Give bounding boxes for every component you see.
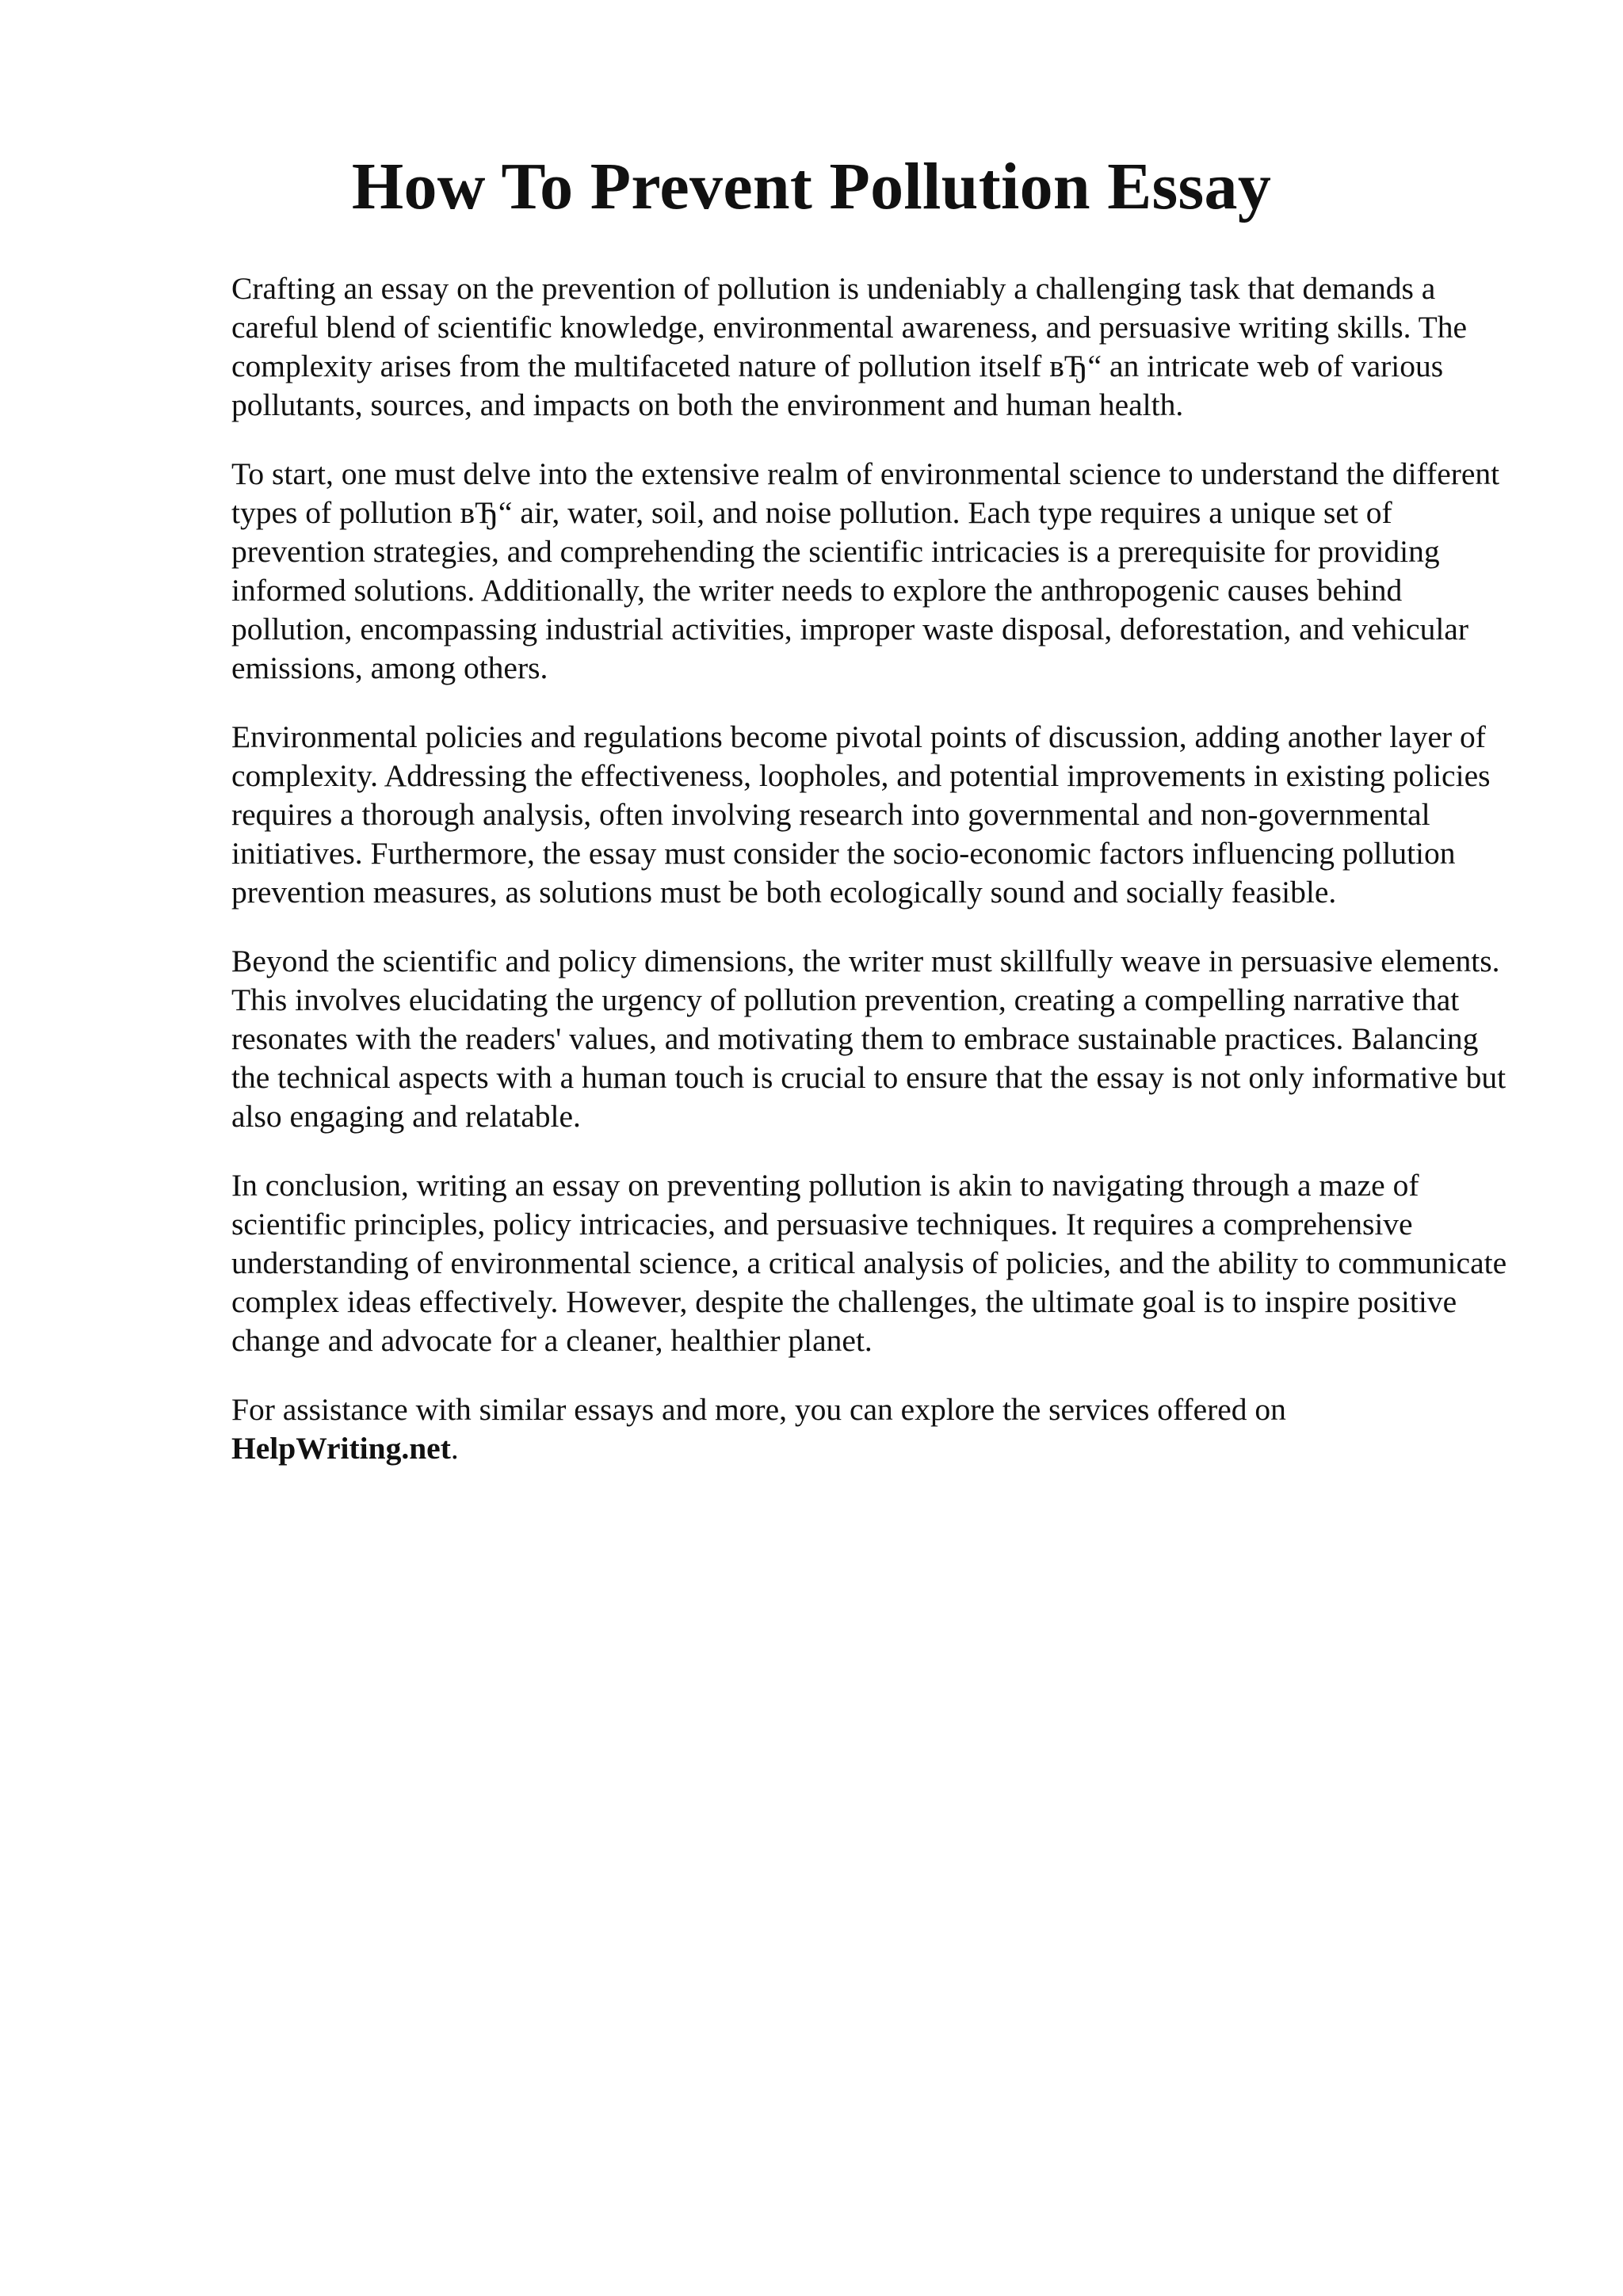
paragraph-1: Crafting an essay on the prevention of pollution is undeniably a challenging task that demands a careful blend of scientific knowledge, environmental awareness, and persuasive writing skills. The complexity arises from the multifaceted nature of pollution itself вЂ“ an intricate web of various pollutants, sources, and impacts on both the environment and human health. — [231, 271, 1468, 422]
closing-paragraph — [231, 1390, 1515, 1468]
essay-title: How To Prevent Pollution Essay — [351, 150, 1272, 223]
paragraph-5: In conclusion, writing an essay on preventing pollution is akin to navigating through a maze of scientific principles, policy intricacies, and persuasive techniques. It requires a comprehensive understanding of environmental science, a critical analysis of policies, and the ability to communicate complex ideas effectively. However, despite the challenges, the ultimate goal is to inspire positive change and advocate for a cleaner, healthier planet. — [231, 1168, 1507, 1358]
paragraph-2: To start, one must delve into the extensive realm of environmental science to understand the different types of pollution вЂ“ air, water, soil, and noise pollution. Each type requires a unique set of prevention strategies, and comprehending the scientific intricacies is a prerequisite for providing informed solutions. Additionally, the writer needs to explore the anthropogenic causes behind pollution, encompassing industrial activities, improper waste disposal, deforestation, and vehicular emissions, among others. — [231, 456, 1500, 685]
paragraph-4: Beyond the scientific and policy dimensions, the writer must skillfully weave in persuasive elements. This involves elucidating the urgency of pollution prevention, creating a compelling narrative that resonates with the readers' values, and motivating them to embrace sustainable practices. Balancing the technical aspects with a human touch is crucial to ensure that the essay is not only informative but also engaging and relatable. — [231, 944, 1507, 1134]
closing-text: For assistance with similar essays and more, you can explore the services offered on — [231, 1392, 1286, 1427]
helpwriting-link[interactable]: HelpWriting.net — [231, 1431, 451, 1466]
closing-period: . — [450, 1431, 459, 1466]
paragraph-3: Environmental policies and regulations become pivotal points of discussion, adding another layer of complexity. Addressing the effectiveness, loopholes, and potential improvements in existing policies requires a thorough analysis, often involving research into governmental and non-governmental initiatives. Furthermore, the essay must consider the socio-economic factors influencing pollution prevention measures, as solutions must be both ecologically sound and socially feasible. — [231, 719, 1491, 910]
essay-body — [231, 269, 1515, 1498]
